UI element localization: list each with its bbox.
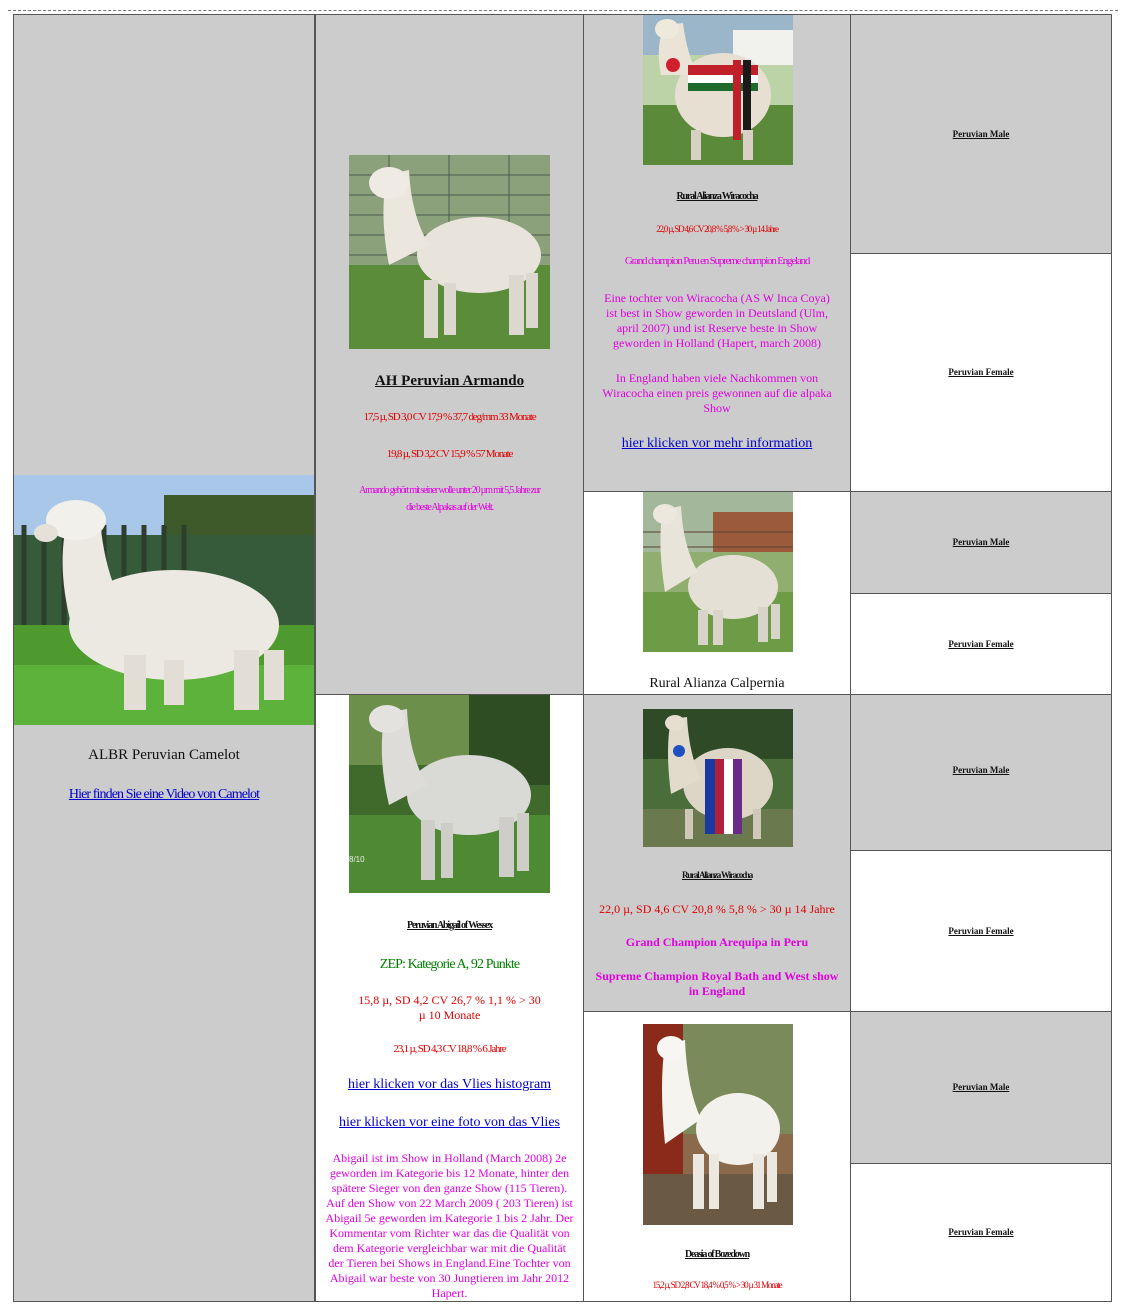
wiracocha2-award-2a: Supreme Champion Royal Bath and West show <box>595 969 839 983</box>
label-cell-4 <box>850 593 1112 695</box>
abigail-stats-2: 23,1 µ, SD 4,3 CV 18,8 % 6 Jahre <box>393 1043 506 1055</box>
abigail-photo[interactable] <box>349 695 550 893</box>
label-cell-2 <box>850 253 1112 492</box>
calpernia-cell <box>583 491 851 695</box>
abigail-stats-1b: µ 10 Monate <box>418 1008 481 1022</box>
label-cell-3 <box>850 491 1112 594</box>
peruvian-male-link-2[interactable]: Peruvian Male <box>952 537 1010 547</box>
wiracocha2-stats: 22,0 µ, SD 4,6 CV 20,8 % 5,8 % > 30 µ 14 Jahre <box>599 902 835 916</box>
wiracocha2-award-2b: in England <box>688 984 746 998</box>
top-divider <box>8 10 1118 11</box>
wiracocha-para2-1: In England haben viele Nachkommen von <box>615 371 819 385</box>
label-cell-8 <box>850 1163 1112 1302</box>
wiracocha-para1-1: Eine tochter von Wiracocha (AS W Inca Coya) <box>604 291 830 305</box>
abigail-desc-6: Kommentar vom Richter war das die Qualität von <box>329 1226 570 1240</box>
wiracocha-para1-3: april 2007) und ist Reserve beste in Show <box>616 321 818 335</box>
camelot-photo[interactable] <box>14 475 315 725</box>
wiracocha-para2-2: Wiracocha einen preis gewonnen auf die alpaka <box>602 386 832 400</box>
armando-photo[interactable] <box>349 155 550 349</box>
label-cell-1 <box>850 14 1112 254</box>
wiracocha-para1-2: ist best in Show geworden in Deutsland (Ulm, <box>606 306 828 320</box>
wiracocha-cell <box>583 14 851 492</box>
peruvian-female-link-2[interactable]: Peruvian Female <box>948 639 1014 649</box>
wiracocha-info-link[interactable]: hier klicken vor mehr information <box>621 436 813 451</box>
label-cell-7 <box>850 1011 1112 1164</box>
deasia-photo[interactable] <box>643 1024 793 1225</box>
abigail-zep: ZEP: Kategorie A, 92 Punkte <box>379 957 520 972</box>
wiracocha-photo[interactable] <box>643 15 793 165</box>
calpernia-name: Rural Alianza Calpernia <box>649 676 785 691</box>
abigail-cell <box>315 694 584 1302</box>
abigail-desc-10: Hapert. <box>431 1286 468 1300</box>
deasia-name: Deasia of Bozedown <box>685 1249 749 1260</box>
peruvian-male-link-3[interactable]: Peruvian Male <box>952 765 1010 775</box>
deasia-cell <box>583 1011 851 1302</box>
camelot-video-link[interactable]: Hier finden Sie eine Video von Camelot <box>68 787 260 802</box>
deasia-stats: 15,2 µ, SD 2,8 CV 18,4 % 0,5 % > 30 µ 31 Monate <box>652 1280 782 1290</box>
abigail-desc-3: spätere Sieger von den ganze Show (115 Tieren). <box>331 1181 568 1195</box>
abigail-desc-8: der Tieren bei Shows in England.Eine Tochter von <box>328 1256 571 1270</box>
abigail-histogram-link[interactable]: hier klicken vor das Vlies histogram <box>347 1077 552 1092</box>
wiracocha-award: Grand champion Peru en Supreme champion Engeland <box>624 255 810 267</box>
abigail-desc-7: dem Kategorie vergleichbar war mit die Qualität <box>332 1241 567 1255</box>
abigail-desc-2: geworden im Kategorie bis 12 Monate, hinter den <box>329 1166 570 1180</box>
wiracocha-stats: 22,0 µ, SD 4,6 CV 20,8 % 5,8 % > 30 µ 14 Jahre <box>656 224 778 234</box>
wiracocha-para2-3: Show <box>703 401 731 415</box>
label-cell-5 <box>850 694 1112 851</box>
calpernia-photo[interactable] <box>643 492 793 652</box>
peruvian-male-link-1[interactable]: Peruvian Male <box>952 129 1010 139</box>
armando-description-2: die beste Alpakas auf der Welt. <box>406 502 493 513</box>
wiracocha2-name: Rural Alianza Wiracocha <box>681 870 753 880</box>
camelot-name: ALBR Peruvian Camelot <box>88 747 240 763</box>
peruvian-male-link-4[interactable]: Peruvian Male <box>952 1082 1010 1092</box>
abigail-name: Peruvian Abigail of Wessex <box>406 920 492 931</box>
abigail-desc-1: Abigail ist im Show in Holland (March 2008) 2e <box>332 1151 567 1165</box>
wiracocha2-cell <box>583 694 851 1012</box>
label-cell-6 <box>850 850 1112 1012</box>
armando-description-1: Armando gehört mit seiner wolle unter 20 µm mit 5,5 Jahre zur <box>359 485 540 496</box>
wiracocha-name: Rural Alianza Wiracocha <box>676 191 758 202</box>
abigail-foto-link[interactable]: hier klicken vor eine foto von das Vlies <box>339 1115 560 1130</box>
abigail-stats-1a: 15,8 µ, SD 4,2 CV 26,7 % 1,1 % > 30 <box>358 993 541 1007</box>
peruvian-female-link-3[interactable]: Peruvian Female <box>948 926 1014 936</box>
peruvian-female-link-4[interactable]: Peruvian Female <box>948 1227 1014 1237</box>
armando-cell <box>315 14 584 695</box>
abigail-photo-caption: 8/10 <box>349 855 365 864</box>
armando-name: AH Peruvian Armando <box>374 373 525 389</box>
armando-stats-1: 17,5 µ, SD 3,0 CV 17,9 % 37,7 deg/mm 33 Monate <box>363 411 536 423</box>
abigail-desc-5: Abigail 5e geworden im Kategorie 1 bis 2 Jahr. Der <box>325 1211 574 1225</box>
abigail-desc-4: Auf den Show von 22 March 2009 ( 203 Tieren) ist <box>326 1196 573 1210</box>
camelot-cell <box>13 14 315 1302</box>
wiracocha2-photo[interactable] <box>643 709 793 847</box>
wiracocha-para1-4: geworden in Holland (Hapert, march 2008) <box>613 336 821 350</box>
armando-stats-2: 19,8 µ, SD 3,2 CV 15,9 % 57 Monate <box>386 448 513 460</box>
peruvian-female-link-1[interactable]: Peruvian Female <box>948 367 1014 377</box>
abigail-desc-9: Abigail war beste von 30 Jungtieren im Jahr 2012 <box>329 1271 570 1285</box>
wiracocha2-award-1: Grand Champion Arequipa in Peru <box>625 935 809 949</box>
